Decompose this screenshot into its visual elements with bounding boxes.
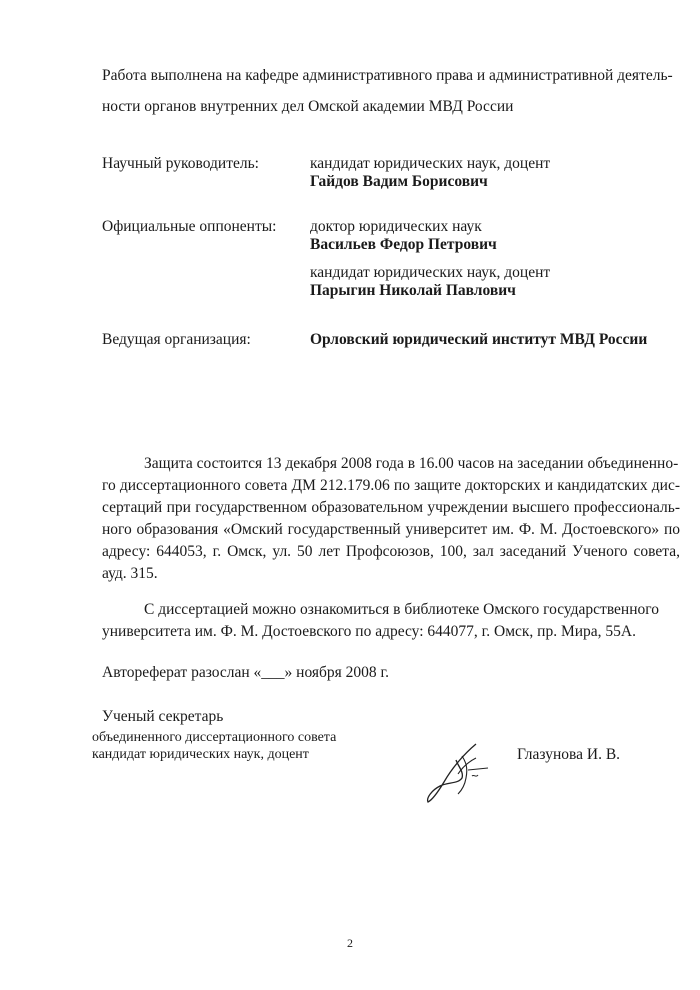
intro-line-1: Работа выполнена на кафедре административного права и административной деятель- bbox=[102, 67, 673, 84]
defense-line-6: ауд. 315. bbox=[102, 565, 158, 582]
page-number: 2 bbox=[347, 936, 353, 950]
lead-org-label: Ведущая организация: bbox=[102, 331, 251, 348]
defense-line-3: сертаций при государственном образовательном учреждении высшего профессиональ- bbox=[102, 499, 680, 516]
secretary-name: Глазунова И. В. bbox=[517, 746, 621, 763]
opponent-2-name: Парыгин Николай Павлович bbox=[310, 282, 516, 299]
signature bbox=[418, 738, 498, 808]
library-line-1: С диссертацией можно ознакомиться в библиотеке Омского государственного bbox=[144, 601, 659, 618]
defense-line-1: Защита состоится 13 декабря 2008 года в 16.00 часов на заседании объединенно- bbox=[144, 455, 679, 472]
supervisor-label: Научный руководитель: bbox=[102, 155, 259, 172]
secretary-council: объединенного диссертационного совета bbox=[92, 730, 337, 745]
opponents-label: Официальные оппоненты: bbox=[102, 218, 277, 235]
supervisor-name: Гайдов Вадим Борисович bbox=[310, 173, 488, 190]
opponent-1-degree: доктор юридических наук bbox=[310, 218, 482, 235]
defense-line-5: адресу: 644053, г. Омск, ул. 50 лет Профсоюзов, 100, зал заседаний Ученого совета, bbox=[102, 543, 680, 560]
opponent-1-name: Васильев Федор Петрович bbox=[310, 236, 497, 253]
secretary-degree: кандидат юридических наук, доцент bbox=[92, 747, 309, 762]
mailed-date: Автореферат разослан «___» ноября 2008 г. bbox=[102, 664, 390, 681]
library-line-2: университета им. Ф. М. Достоевского по адресу: 644077, г. Омск, пр. Мира, 55А. bbox=[102, 623, 636, 640]
intro-line-2: ности органов внутренних дел Омской академии МВД России bbox=[102, 98, 514, 115]
defense-line-2: го диссертационного совета ДМ 212.179.06 по защите докторских и кандидатских дис- bbox=[102, 477, 680, 494]
secretary-title: Ученый секретарь bbox=[102, 708, 224, 725]
lead-org-name: Орловский юридический институт МВД России bbox=[310, 331, 648, 348]
opponent-2-degree: кандидат юридических наук, доцент bbox=[310, 264, 551, 281]
defense-line-4: ного образования «Омский государственный университет им. Ф. М. Достоевского» по bbox=[102, 521, 680, 538]
supervisor-degree: кандидат юридических наук, доцент bbox=[310, 155, 551, 172]
